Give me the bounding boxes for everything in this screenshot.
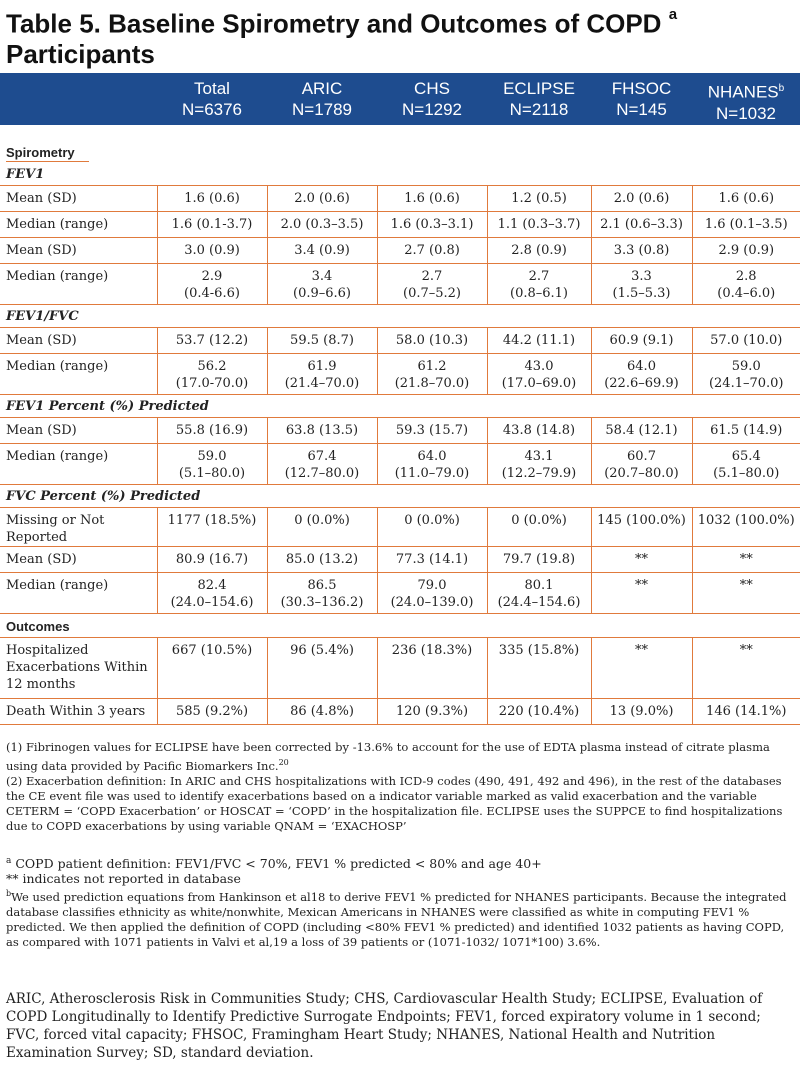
cell-range: (1.5–5.3) xyxy=(612,286,671,301)
section-row xyxy=(0,140,800,163)
table-row xyxy=(0,354,800,395)
cell-value: 1032 (100.0%) xyxy=(692,508,800,547)
cell-range: (0.4–6.0) xyxy=(717,286,776,301)
column-header xyxy=(0,73,800,125)
cell-value: 58.0 (10.3) xyxy=(377,328,487,354)
cell-median: 2.7 xyxy=(421,269,443,284)
section-label: Spirometry xyxy=(6,144,89,162)
table-row xyxy=(0,573,800,614)
cell-range: (0.4-6.6) xyxy=(184,286,240,301)
cell-median: 82.4 xyxy=(197,578,227,593)
cell-value: ** xyxy=(591,547,692,573)
cell-value: 96 (5.4%) xyxy=(267,638,377,699)
footnote-stars: ** indicates not reported in database xyxy=(6,871,241,887)
abbreviations: ARIC, Atherosclerosis Risk in Communities Study; CHS, Cardiovascular Health Study; ECLIPSE, Evaluation of COPD Longitudinally to Identify Predictive Surrogate Endpoints; FEV1, forced expiratory volume in 1 second; FVC, forced vital capacity; FHSOC, Framingham Heart Study; NHANES, National Health and Nutrition Examination Survey; SD, standard deviation. xyxy=(6,991,763,1061)
cell-value: 53.7 (12.2) xyxy=(157,328,267,354)
cell-range: (17.0–69.0) xyxy=(501,376,577,391)
cell-value: 2.8 (0.9) xyxy=(487,238,591,264)
cell-value: 335 (15.8%) xyxy=(487,638,591,699)
table-row xyxy=(0,418,800,444)
note-1: (1) Fibrinogen values for ECLIPSE have been corrected by -13.6% to account for the use of EDTA plasma instead of citrate plasma using data provided by Pacific Biomarkers Inc.$^{20}$ xyxy=(6,740,770,773)
cell-value xyxy=(157,573,267,614)
cell-value: 57.0 (10.0) xyxy=(692,328,800,354)
col-nhanes: NHANES$^b$ N=1032 xyxy=(707,82,785,123)
row-label: Mean (SD) xyxy=(0,238,157,264)
cell-value xyxy=(487,444,591,485)
cell-value: ** xyxy=(692,547,800,573)
cell-value xyxy=(157,264,267,305)
cell-value: 220 (10.4%) xyxy=(487,699,591,725)
cell-median: ** xyxy=(739,578,753,593)
row-label: Median (range) xyxy=(0,212,157,238)
cell-range: (17.0-70.0) xyxy=(175,376,249,391)
cell-value: 85.0 (13.2) xyxy=(267,547,377,573)
subheader-row xyxy=(0,485,800,508)
row-label: Mean (SD) xyxy=(0,418,157,444)
cell-value: ** xyxy=(591,638,692,699)
cell-value xyxy=(692,354,800,395)
cell-value: 667 (10.5%) xyxy=(157,638,267,699)
cell-value: 13 (9.0%) xyxy=(591,699,692,725)
subheader-label: FEV1 Percent (%) Predicted xyxy=(0,395,800,418)
cell-median: 61.9 xyxy=(307,359,337,374)
cell-value: 145 (100.0%) xyxy=(591,508,692,547)
cell-median: 56.2 xyxy=(197,359,227,374)
cell-value: 2.1 (0.6–3.3) xyxy=(591,212,692,238)
cell-value: 1.6 (0.3–3.1) xyxy=(377,212,487,238)
subheader-label: FEV1/FVC xyxy=(0,305,800,328)
cell-value: 3.0 (0.9) xyxy=(157,238,267,264)
cell-range: (5.1–80.0) xyxy=(178,466,246,481)
cell-median: 80.1 xyxy=(524,578,554,593)
cell-value xyxy=(591,264,692,305)
row-label: Mean (SD) xyxy=(0,547,157,573)
cell-range: (22.6–69.9) xyxy=(604,376,679,391)
cell-value xyxy=(692,264,800,305)
footnote-a: $^a$ COPD patient definition: FEV1/FVC < 70%, FEV1 % predicted < 80% and age 40+ xyxy=(6,856,542,872)
cell-value: 1.2 (0.5) xyxy=(487,186,591,212)
table-row xyxy=(0,328,800,354)
subheader-row xyxy=(0,305,800,328)
cell-value: 58.4 (12.1) xyxy=(591,418,692,444)
cell-value: 1.6 (0.6) xyxy=(157,186,267,212)
cell-median: 43.0 xyxy=(524,359,554,374)
cell-value: 1.6 (0.1–3.5) xyxy=(692,212,800,238)
row-label: Hospitalized Exacerbations Within 12 months xyxy=(0,638,157,699)
footnote-b: $^b$We used prediction equations from Hankinson et al18 to derive FEV1 % predicted for NHANES participants. Because the integrated database classifies ethnicity as white/nonwhite, Mexican Americans in NHANES were classified as white in computing FEV1 % predicted. We then applied the definition of COPD (including <80% FEV1 % predicted) and identified 1032 patients as having COPD, as compared with 1071 patients in Valvi et al,19 a loss of 39 patients or (1071-1032/ 1071*100) 3.6%. xyxy=(6,889,787,949)
cell-value xyxy=(487,354,591,395)
cell-value: 63.8 (13.5) xyxy=(267,418,377,444)
note-2: (2) Exacerbation definition: In ARIC and CHS hospitalizations with ICD-9 codes (490, 491, 492 and 496), in the rest of the databases the CE event file was used to identify exacerbations based on a indicator variable marked as valid exacerbation and the variable CETERM = ‘COPD Exacerbation’ or HOSCAT = ‘COPD’ in the hospitalization file. ECLIPSE uses the SUPPCE to find hospitalizations due to COPD exacerbations by using variable QNAM = ‘EXACHOSP’ xyxy=(6,773,783,833)
cell-range: (5.1–80.0) xyxy=(713,466,780,481)
cell-median: 59.0 xyxy=(731,359,761,374)
cell-value: 1177 (18.5%) xyxy=(157,508,267,547)
table-notes xyxy=(6,740,794,834)
cell-value xyxy=(267,444,377,485)
cell-median: ** xyxy=(635,578,648,593)
table-row xyxy=(0,638,800,699)
cell-median: 61.2 xyxy=(417,359,447,374)
cell-value: 0 (0.0%) xyxy=(267,508,377,547)
cell-value: 1.1 (0.3–3.7) xyxy=(487,212,591,238)
cell-value: ** xyxy=(692,638,800,699)
cell-range: (11.0–79.0) xyxy=(394,466,470,481)
row-label: Median (range) xyxy=(0,573,157,614)
cell-median: 60.7 xyxy=(627,449,656,464)
cell-value: 59.5 (8.7) xyxy=(267,328,377,354)
cell-value: 0 (0.0%) xyxy=(377,508,487,547)
cell-value: 61.5 (14.9) xyxy=(692,418,800,444)
cell-range: (0.9–6.6) xyxy=(293,286,351,301)
cell-value xyxy=(591,573,692,614)
cell-median: 79.0 xyxy=(417,578,447,593)
cell-value: 86 (4.8%) xyxy=(267,699,377,725)
col-total: Total N=6376 xyxy=(181,79,243,119)
cell-range: (0.7–5.2) xyxy=(403,286,461,301)
cell-range: (21.4–70.0) xyxy=(284,376,360,391)
cell-median: 59.0 xyxy=(197,449,227,464)
cell-value: 0 (0.0%) xyxy=(487,508,591,547)
subheader-label: FVC Percent (%) Predicted xyxy=(0,485,800,508)
cell-range: (24.4–154.6) xyxy=(497,595,581,610)
cell-median: 67.4 xyxy=(307,449,337,464)
row-label: Missing or Not Reported xyxy=(0,508,157,547)
cell-median: 2.8 xyxy=(735,269,757,284)
cell-value xyxy=(267,264,377,305)
cell-range: (12.2–79.9) xyxy=(501,466,577,481)
cell-value: 60.9 (9.1) xyxy=(591,328,692,354)
col-aric: ARIC N=1789 xyxy=(291,79,353,119)
col-chs: CHS N=1292 xyxy=(401,79,463,119)
cell-value: 55.8 (16.9) xyxy=(157,418,267,444)
table-row xyxy=(0,212,800,238)
cell-value xyxy=(591,354,692,395)
cell-value xyxy=(692,573,800,614)
cell-median: 64.0 xyxy=(627,359,656,374)
row-label: Death Within 3 years xyxy=(0,699,157,725)
col-fhsoc: FHSOC N=145 xyxy=(611,79,672,119)
title-line2: Participants xyxy=(6,38,155,69)
cell-value xyxy=(267,573,377,614)
cell-range: (0.8–6.1) xyxy=(510,286,568,301)
cell-value xyxy=(157,444,267,485)
cell-value: 43.8 (14.8) xyxy=(487,418,591,444)
cell-value: 77.3 (14.1) xyxy=(377,547,487,573)
cell-median: 86.5 xyxy=(307,578,337,593)
cell-value xyxy=(377,444,487,485)
cell-range: (12.7–80.0) xyxy=(284,466,360,481)
cell-value: 585 (9.2%) xyxy=(157,699,267,725)
table-row xyxy=(0,186,800,212)
row-label: Median (range) xyxy=(0,354,157,395)
cell-value: 1.6 (0.1-3.7) xyxy=(157,212,267,238)
cell-median: 43.1 xyxy=(524,449,554,464)
table-row xyxy=(0,238,800,264)
row-label: Median (range) xyxy=(0,444,157,485)
cell-value: 59.3 (15.7) xyxy=(377,418,487,444)
section-row xyxy=(0,614,800,638)
col-eclipse: ECLIPSE N=2118 xyxy=(503,79,575,119)
cell-value xyxy=(692,444,800,485)
cell-range: (21.8–70.0) xyxy=(394,376,470,391)
subheader-row xyxy=(0,163,800,186)
cell-range: (24.1–70.0) xyxy=(708,376,784,391)
cell-range: (24.0–154.6) xyxy=(170,595,254,610)
table-row xyxy=(0,547,800,573)
cell-median: 65.4 xyxy=(731,449,761,464)
cell-value: 146 (14.1%) xyxy=(692,699,800,725)
subheader-label: FEV1 xyxy=(0,163,800,186)
cell-median: 3.3 xyxy=(631,269,652,284)
cell-value xyxy=(377,264,487,305)
cell-value: 80.9 (16.7) xyxy=(157,547,267,573)
cell-median: 3.4 xyxy=(311,269,333,284)
row-label: Median (range) xyxy=(0,264,157,305)
cell-value: 2.0 (0.6) xyxy=(267,186,377,212)
cell-value: 1.6 (0.6) xyxy=(692,186,800,212)
table-row xyxy=(0,264,800,305)
cell-value xyxy=(487,264,591,305)
cell-value xyxy=(377,573,487,614)
cell-range: (24.0–139.0) xyxy=(390,595,474,610)
subheader-row xyxy=(0,395,800,418)
cell-value: 2.0 (0.3–3.5) xyxy=(267,212,377,238)
table-row xyxy=(0,699,800,725)
cell-value: 3.4 (0.9) xyxy=(267,238,377,264)
cell-value xyxy=(157,354,267,395)
title-sup: a xyxy=(668,6,678,23)
cell-value: 3.3 (0.8) xyxy=(591,238,692,264)
section-label: Outcomes xyxy=(6,619,70,634)
cell-value xyxy=(267,354,377,395)
cell-value: 236 (18.3%) xyxy=(377,638,487,699)
footnotes xyxy=(6,854,794,950)
title-main: Table 5. Baseline Spirometry and Outcomes of COPD xyxy=(6,8,662,39)
cell-value xyxy=(377,354,487,395)
cell-value: 1.6 (0.6) xyxy=(377,186,487,212)
cell-range: (20.7–80.0) xyxy=(604,466,679,481)
cell-value: 79.7 (19.8) xyxy=(487,547,591,573)
row-label: Mean (SD) xyxy=(0,328,157,354)
cell-median: 64.0 xyxy=(417,449,447,464)
cell-median: 2.7 xyxy=(528,269,550,284)
table-row xyxy=(0,508,800,547)
cell-median: 2.9 xyxy=(201,269,223,284)
cell-value xyxy=(591,444,692,485)
table-title xyxy=(0,0,800,69)
cell-value xyxy=(487,573,591,614)
cell-value: 2.0 (0.6) xyxy=(591,186,692,212)
cell-value: 2.7 (0.8) xyxy=(377,238,487,264)
cell-range: (30.3–136.2) xyxy=(280,595,364,610)
cell-value: 120 (9.3%) xyxy=(377,699,487,725)
row-label: Mean (SD) xyxy=(0,186,157,212)
cell-value: 2.9 (0.9) xyxy=(692,238,800,264)
cell-value: 44.2 (11.1) xyxy=(487,328,591,354)
table-row xyxy=(0,444,800,485)
data-table xyxy=(0,140,800,725)
